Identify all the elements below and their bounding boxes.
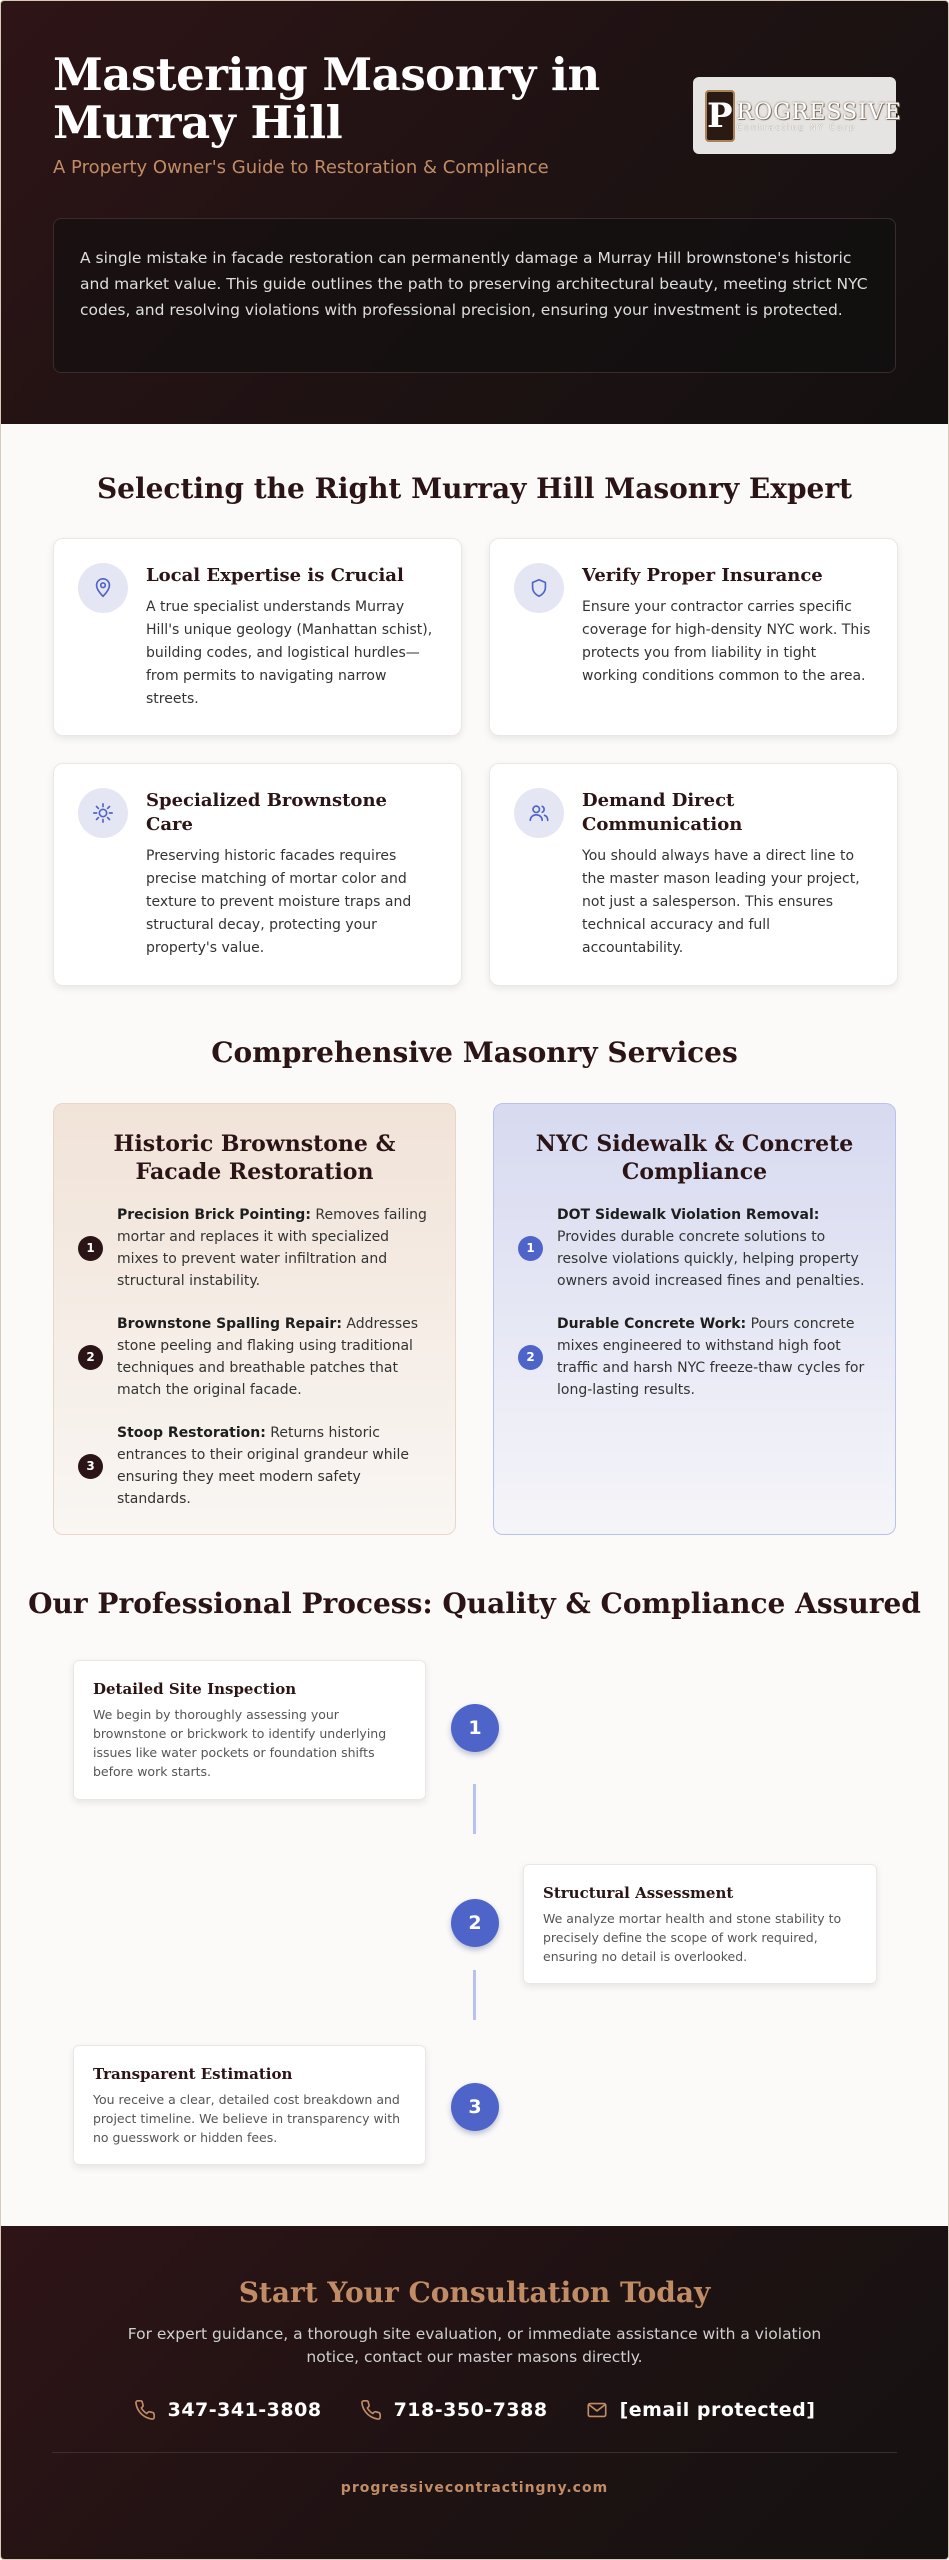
service-column-sidewalk	[493, 1103, 896, 1535]
process-section-title: Our Professional Process: Quality & Compliance Assured	[28, 1587, 921, 1620]
expert-card-insurance	[489, 538, 898, 736]
hero-section	[1, 1, 948, 424]
process-step-card	[73, 2045, 426, 2165]
service-detail: Addresses stone peeling and flaking using traditional techniques and breathable patches that match the original facade.	[117, 1316, 419, 1398]
service-column-title: Historic Brownstone & Facade Restoration	[113, 1131, 396, 1185]
service-detail: Provides durable concrete solutions to resolve violations quickly, helping property owners avoid increased fines and penalties.	[557, 1229, 865, 1289]
phone-contact-1[interactable]	[134, 2399, 322, 2421]
logo-text	[737, 100, 902, 132]
step-title: Detailed Site Inspection	[93, 1680, 297, 1698]
service-detail: Pours concrete mixes engineered to withstand high foot traffic and harsh NYC freeze-thaw cycles for long-lasting results.	[557, 1316, 865, 1398]
footer-title: Start Your Consultation Today	[238, 2276, 711, 2309]
service-name: DOT Sidewalk Violation Removal:	[557, 1207, 820, 1223]
service-column-brownstone	[53, 1103, 456, 1535]
service-description	[117, 1422, 431, 1510]
page-subtitle: A Property Owner's Guide to Restoration & Compliance	[53, 157, 549, 178]
service-name: Stoop Restoration:	[117, 1425, 266, 1441]
process-section	[1, 1535, 948, 2200]
service-description	[557, 1204, 871, 1292]
card-title: Specialized Brownstone Care	[146, 790, 387, 835]
step-text: You receive a clear, detailed cost breakdown and project timeline. We believe in transparency with no guesswork or hidden fees.	[93, 2092, 401, 2145]
step-number-badge: 1	[518, 1236, 543, 1261]
card-title: Verify Proper Insurance	[582, 565, 823, 586]
service-name: Durable Concrete Work:	[557, 1316, 747, 1332]
website-link[interactable]: progressivecontractingny.com	[340, 2480, 609, 2496]
process-step-card	[523, 1864, 877, 1984]
list-item	[78, 1422, 431, 1510]
users-icon	[514, 788, 564, 838]
step-text: We begin by thoroughly assessing your brownstone or brickwork to identify underlying issues like water pockets or foundation shifts before work starts.	[93, 1707, 387, 1779]
service-name: Brownstone Spalling Repair:	[117, 1316, 342, 1332]
contact-row	[1, 2399, 948, 2421]
process-step-card	[73, 1660, 426, 1800]
intro-box	[53, 218, 896, 373]
service-description	[117, 1204, 431, 1292]
sun-icon	[78, 788, 128, 838]
services-section-title: Comprehensive Masonry Services	[211, 1036, 738, 1069]
phone-contact-2[interactable]	[360, 2399, 548, 2421]
company-logo	[693, 77, 902, 154]
services-section	[1, 986, 948, 1535]
expert-card-brownstone	[53, 763, 462, 986]
step-number-circle: 2	[451, 1899, 499, 1947]
logo-wordmark: ROGRESSIVE	[736, 99, 902, 125]
service-description	[557, 1313, 871, 1401]
timeline-connector	[473, 1970, 476, 2020]
list-item	[78, 1313, 431, 1401]
expert-cards	[53, 538, 896, 986]
expert-section-title: Selecting the Right Murray Hill Masonry Expert	[96, 472, 853, 505]
phone-number: 718-350-7388	[393, 2399, 548, 2421]
service-list	[78, 1204, 431, 1510]
service-column-title: NYC Sidewalk & Concrete Compliance	[535, 1131, 854, 1185]
location-pin-icon	[78, 563, 128, 613]
footer-divider	[52, 2452, 897, 2453]
card-title: Demand Direct Communication	[582, 790, 743, 835]
expert-card-communication	[489, 763, 898, 986]
step-number-badge: 1	[78, 1236, 103, 1261]
step-title: Structural Assessment	[543, 1884, 734, 1902]
footer-text: For expert guidance, a thorough site evaluation, or immediate assistance with a violation notice, contact our master masons directly.	[127, 2325, 822, 2366]
card-text: A true specialist understands Murray Hill's unique geology (Manhattan schist), building codes, and logistical hurdles—from permits to navigating narrow streets.	[146, 599, 433, 707]
email-contact[interactable]	[586, 2399, 816, 2421]
intro-text: A single mistake in facade restoration can permanently damage a Murray Hill brownstone's historic and market value. This guide outlines the path to preserving architectural beauty, meeting strict NYC codes, and resolving violations with professional precision, ensuring your investment is protected.	[80, 249, 868, 319]
step-number-circle: 3	[451, 2083, 499, 2131]
footer-cta	[1, 2226, 948, 2559]
timeline-connector	[473, 1784, 476, 1834]
services-columns	[53, 1103, 896, 1535]
card-text: Ensure your contractor carries specific coverage for high-density NYC work. This protects you from liability in tight working conditions common to the area.	[582, 599, 871, 684]
service-name: Precision Brick Pointing:	[117, 1207, 311, 1223]
expert-card-local	[53, 538, 462, 736]
email-address: [email protected]	[619, 2399, 816, 2421]
list-item	[518, 1204, 871, 1292]
list-item	[518, 1313, 871, 1401]
service-description	[117, 1313, 431, 1401]
mail-icon	[586, 2399, 608, 2421]
process-timeline	[1, 1640, 948, 2200]
step-number-circle: 1	[451, 1704, 499, 1752]
expert-section	[1, 424, 948, 986]
phone-icon	[134, 2399, 156, 2421]
step-number-badge: 2	[518, 1345, 543, 1370]
service-list	[518, 1204, 871, 1401]
service-detail: Removes failing mortar and replaces it with specialized mixes to prevent water infiltration and structural instability.	[117, 1207, 427, 1289]
phone-icon	[360, 2399, 382, 2421]
logo-mark: P	[705, 90, 735, 142]
step-title: Transparent Estimation	[93, 2065, 293, 2083]
phone-number: 347-341-3808	[167, 2399, 322, 2421]
card-text: Preserving historic facades requires precise matching of mortar color and texture to prevent moisture traps and structural decay, protecting your property's value.	[146, 848, 412, 956]
step-number-badge: 2	[78, 1345, 103, 1370]
step-text: We analyze mortar health and stone stability to precisely define the scope of work required, ensuring no detail is overlooked.	[543, 1911, 842, 1964]
list-item	[78, 1204, 431, 1292]
step-number-badge: 3	[78, 1454, 103, 1479]
shield-icon	[514, 563, 564, 613]
page-title: Mastering Masonry in Murray Hill	[53, 48, 600, 149]
service-detail: Returns historic entrances to their original grandeur while ensuring they meet modern safety standards.	[117, 1425, 409, 1507]
card-title: Local Expertise is Crucial	[146, 565, 404, 586]
logo-tagline: Contracting NY Corp	[736, 122, 857, 132]
card-text: You should always have a direct line to the master mason leading your project, not just a salesperson. This ensures technical accuracy and full accountability.	[582, 848, 860, 956]
